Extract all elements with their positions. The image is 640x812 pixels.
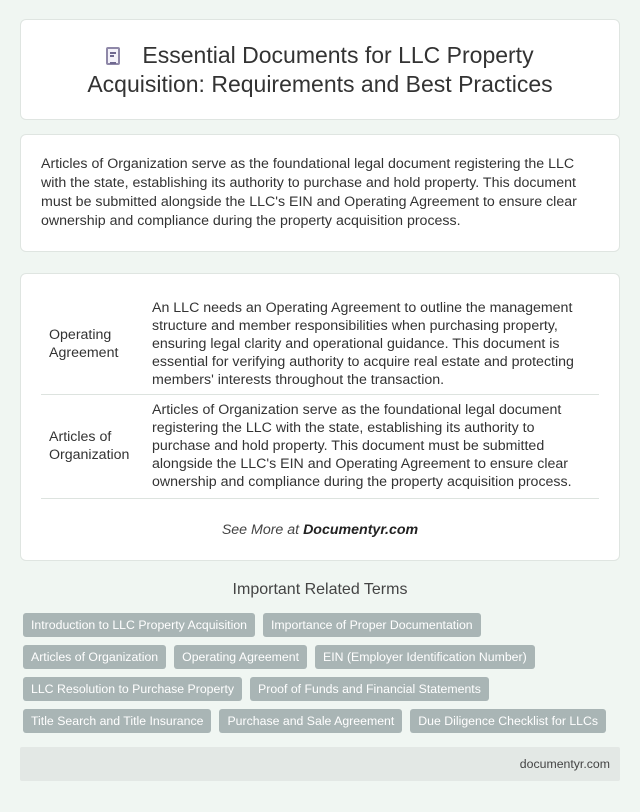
- see-more-prefix: See More at: [221, 522, 300, 538]
- page-title-text: Essential Documents for LLC Property Acquisition: Requirements and Best Practices: [87, 41, 553, 97]
- related-term-tag[interactable]: Proof of Funds and Financial Statements: [250, 677, 489, 701]
- related-term-tag[interactable]: Articles of Organization: [23, 645, 166, 669]
- related-term-tag[interactable]: Due Diligence Checklist for LLCs: [410, 709, 606, 733]
- summary-text: Articles of Organization serve as the foundational legal document registering the LLC with the state, establishing its authority to purchase and hold property. This document must be submitted alongside the LLC's EIN and Operating Agreement to ensure clear ownership and compliance during the property acquisition process.: [41, 156, 577, 229]
- description-cell: An LLC needs an Operating Agreement to outline the management structure and member responsibilities when purchasing property, ensuring legal clarity and operational guidance. This document is essential for verifying authority to acquire real estate and protecting members' interests throughout the transaction.: [149, 295, 599, 395]
- document-icon: [106, 47, 120, 65]
- table-row: [41, 395, 599, 499]
- related-term-tag[interactable]: Operating Agreement: [174, 645, 307, 669]
- footer-site[interactable]: documentyr.com: [519, 757, 610, 771]
- related-terms-tags: [23, 613, 623, 741]
- term-cell: Operating Agreement: [41, 295, 149, 395]
- tag-row: [23, 677, 623, 701]
- terms-table: [41, 295, 599, 499]
- tag-row: [23, 709, 623, 733]
- related-term-tag[interactable]: Introduction to LLC Property Acquisition: [23, 613, 255, 637]
- term-cell: Articles of Organization: [41, 395, 149, 499]
- see-more-link[interactable]: [21, 522, 619, 538]
- related-term-tag[interactable]: EIN (Employer Identification Number): [315, 645, 535, 669]
- summary-card: [20, 134, 620, 252]
- tag-row: [23, 613, 623, 637]
- title-card: [20, 19, 620, 120]
- see-more-site[interactable]: Documentyr.com: [303, 522, 419, 538]
- description-cell: Articles of Organization serve as the foundational legal document registering the LLC with the state, establishing its authority to purchase and hold property. This document must be submitted alongside the LLC's EIN and Operating Agreement to ensure clear ownership and compliance during the property acquisition process.: [149, 395, 599, 499]
- tag-row: [23, 645, 623, 669]
- page-title: [60, 41, 580, 99]
- related-term-tag[interactable]: Title Search and Title Insurance: [23, 709, 211, 733]
- footer: [20, 747, 620, 781]
- related-terms-heading: Important Related Terms: [232, 581, 408, 598]
- related-term-tag[interactable]: Purchase and Sale Agreement: [219, 709, 402, 733]
- table-row: [41, 295, 599, 395]
- terms-table-card: [20, 273, 620, 561]
- related-term-tag[interactable]: LLC Resolution to Purchase Property: [23, 677, 242, 701]
- related-term-tag[interactable]: Importance of Proper Documentation: [263, 613, 481, 637]
